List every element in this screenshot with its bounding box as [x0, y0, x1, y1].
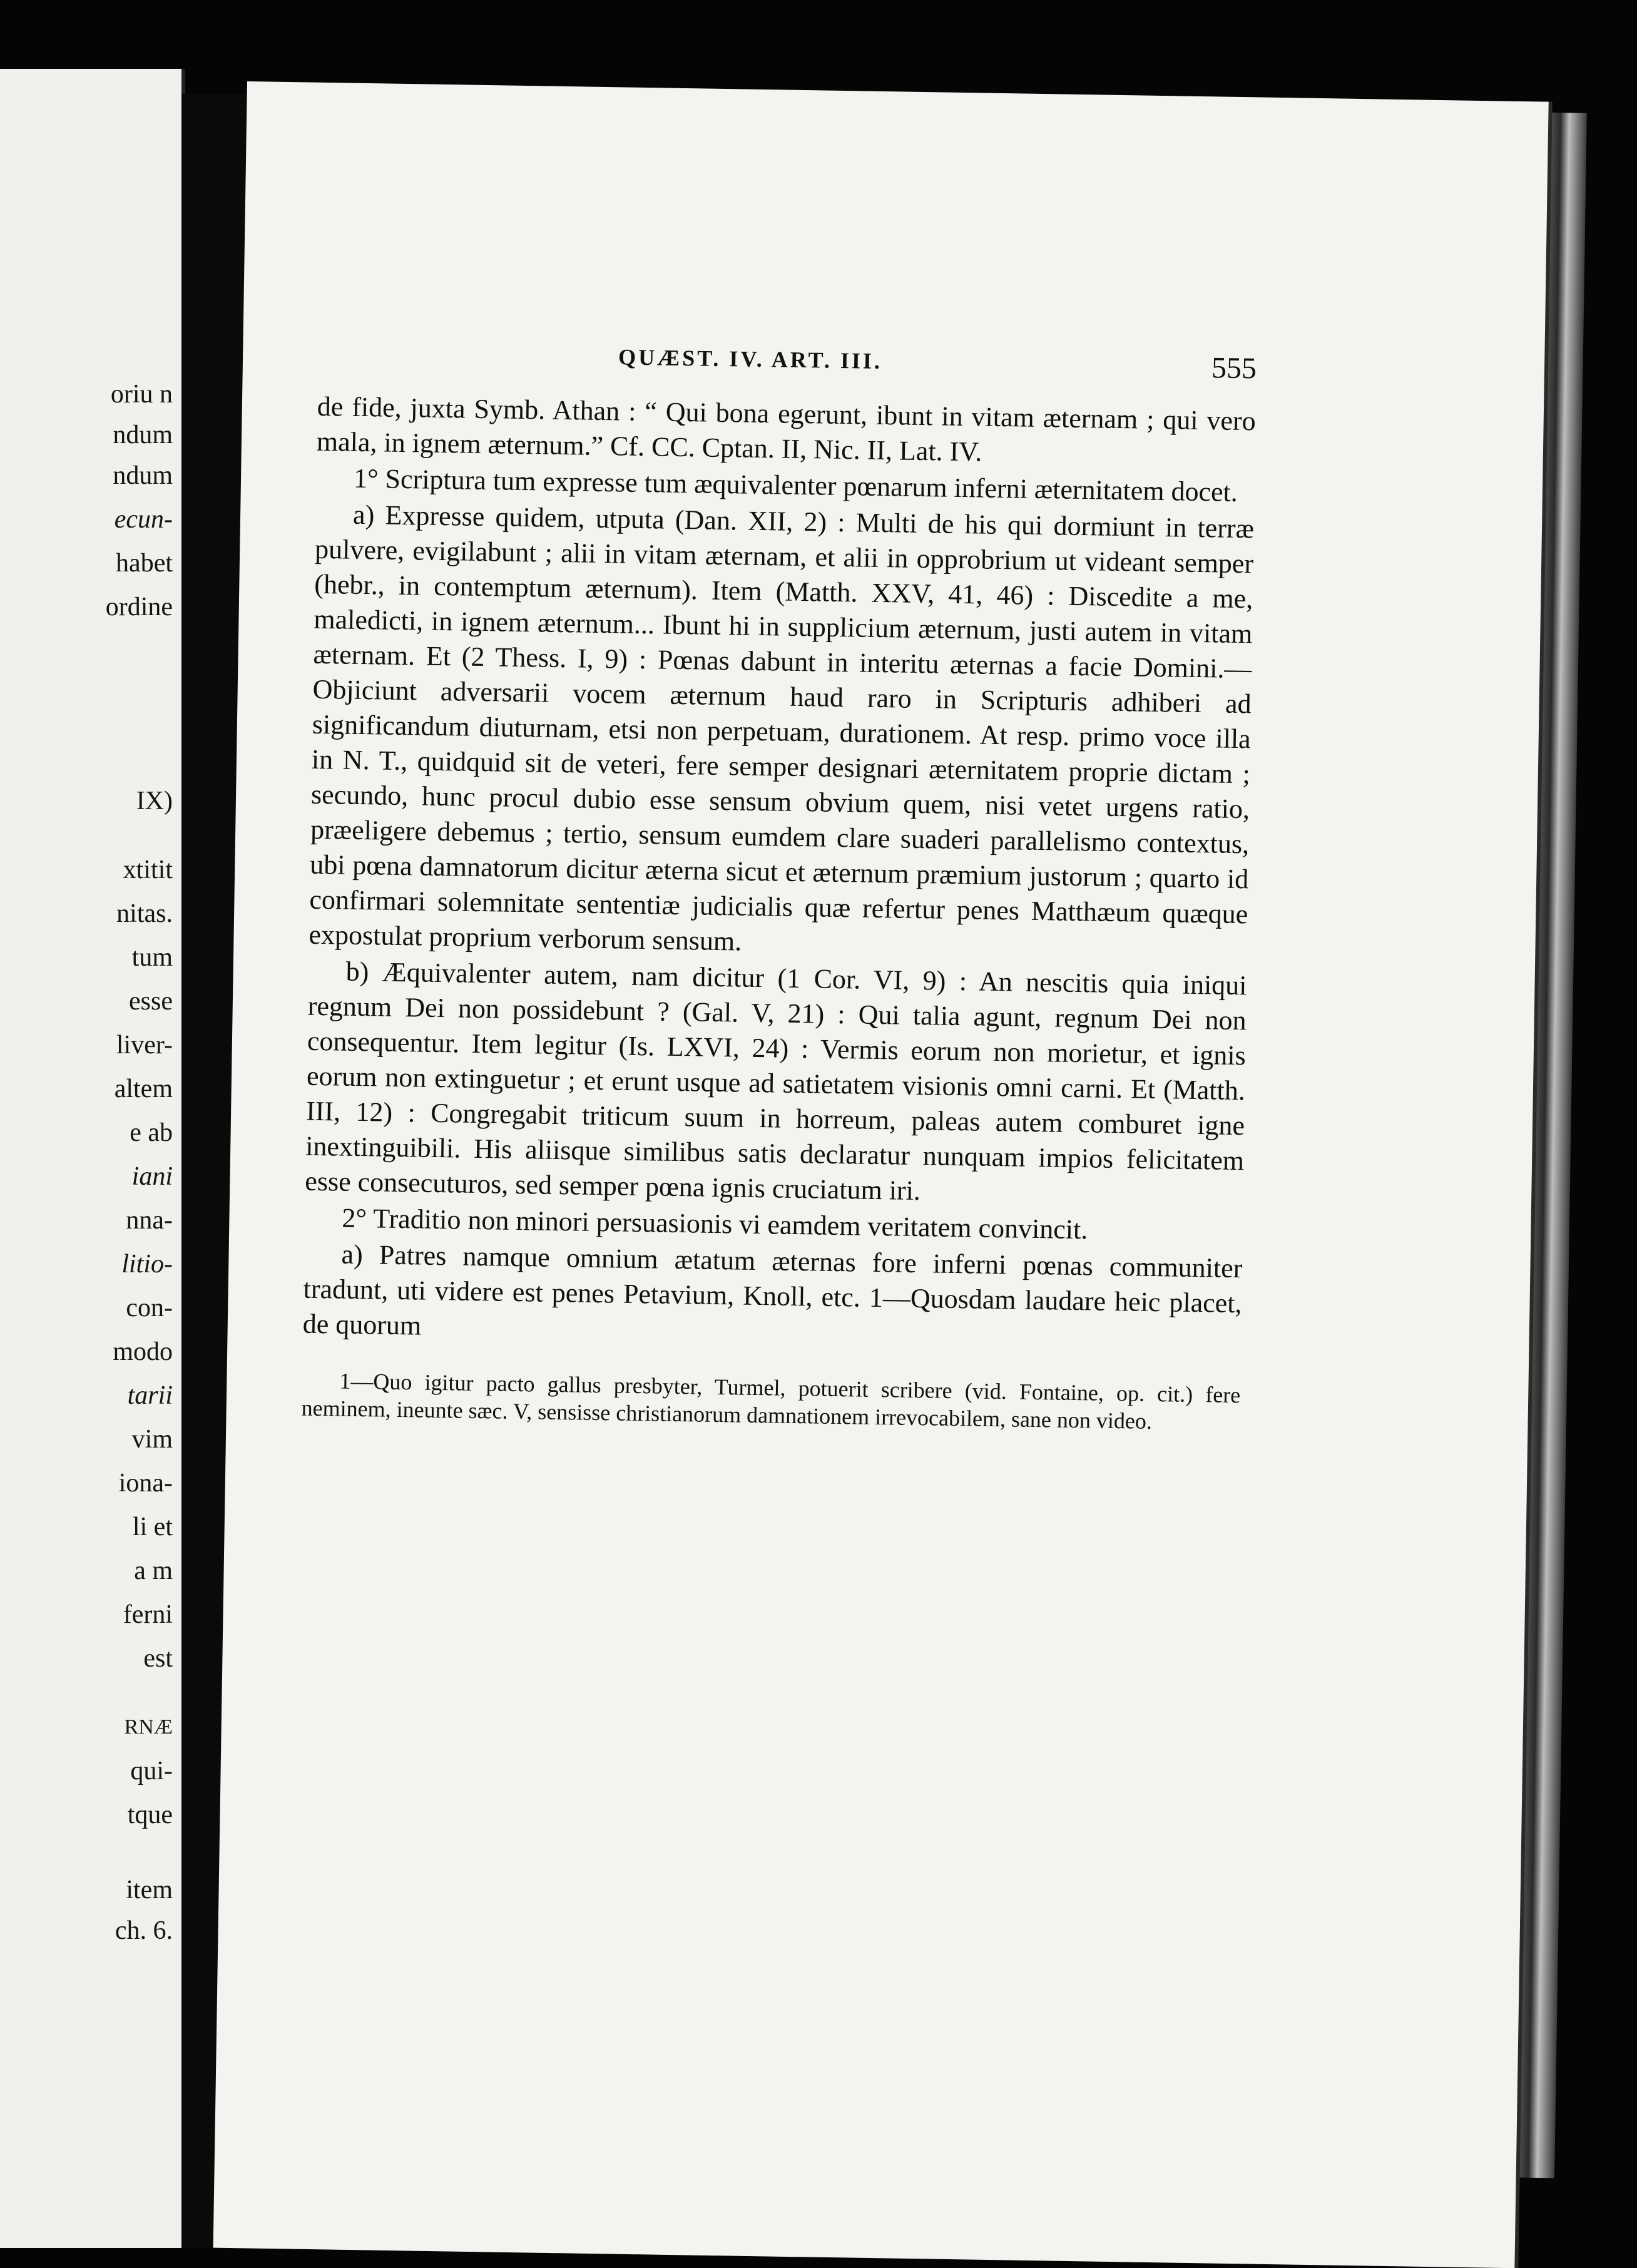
left-fragment: qui-	[130, 1757, 173, 1785]
left-fragment: oriu n	[110, 380, 173, 409]
left-fragment: iani	[131, 1162, 173, 1191]
left-fragment: vim	[131, 1425, 173, 1454]
left-fragment: ordine	[105, 593, 173, 621]
left-fragment: ch. 6.	[115, 1916, 173, 1945]
paragraph-patres: a) Patres namque omnium ætatum æternas fore inferni pœnas communiter tradunt, uti videre est penes Petavium, Knoll, etc. 1—Quosdam laudare heic placet, de quorum	[302, 1239, 1243, 1341]
left-fragment: modo	[113, 1337, 173, 1366]
left-fragment: ecun-	[114, 505, 173, 534]
left-fragment: con-	[126, 1294, 173, 1322]
page-content	[301, 339, 1257, 1436]
left-fragment: IX)	[136, 787, 173, 815]
footnote-text: 1—Quo igitur pacto gallus presbyter, Turmel, potuerit scribere (vid. Fontaine, op. cit.) fere neminem, ineunte sæc. V, sensisse christianorum damnationem irrevocabilem, sane non video.	[301, 1368, 1241, 1434]
left-fragment: ndum	[113, 461, 173, 490]
paragraph-scriptura: 1° Scriptura tum expresse tum æquivalenter pœnarum inferni æternitatem docet.	[353, 462, 1238, 508]
paragraph-expresse: a) Expresse quidem, utputa (Dan. XII, 2) : Multi de his qui dormiunt in terræ pulvere, evigilabunt ; alii in vitam æternam, et alii in opprobrium ut videant semper (hebr., in contemptum æternum). Item (Matth. XXV, 41, 46) : Discedite a me, maledicti, in ignem æternum... Ibunt hi in supplicium æternum, justi autem in vitam æternam. Et (2 Thess. I, 9) : Pœnas dabunt in interitu æternas a facie Domini.—Objiciunt adversarii vocem æternum haud raro in Scripturis adhiberi ad significandum diuturnam, etsi non perpetuam, durationem. At resp. primo voce illa in N. T., quidquid sit de veteri, fere semper designari æternitatem proprie dictam ; secundo, hunc procul dubio esse sensum obvium quem, nisi vetet urgens ratio, præeligere debemus ; tertio, sensum eumdem clare suaderi parallelismo contextus, ubi pœna damnatorum dicitur æterna sicut et æternum præmium justorum ; quarto id confirmari solemnitate sententiæ judicialis quæ refertur penes Matthæum quæque expostulat proprium verborum sensum.	[309, 499, 1255, 957]
left-fragment: tum	[131, 943, 173, 972]
left-fragment: xtitit	[123, 856, 173, 884]
left-fragment: iona-	[118, 1469, 173, 1498]
left-fragment: nitas.	[116, 899, 173, 928]
footnote	[301, 1367, 1240, 1437]
left-fragment: habet	[116, 549, 173, 578]
paragraph-intro: de fide, juxta Symb. Athan : “ Qui bona egerunt, ibunt in vitam æternam ; qui vero mala, in ignem æternum.” Cf. CC. Cptan. II, Nic. II, Lat. IV.	[316, 391, 1257, 467]
left-fragment: tque	[127, 1801, 173, 1829]
running-head-title: QUÆST. IV. ART. III.	[618, 344, 883, 374]
paragraph-aequivalenter: b) Æquivalenter autem, nam dicitur (1 Cor. VI, 9) : An nescitis quia iniqui regnum Dei non possidebunt ? (Gal. V, 21) : Qui talia agunt, regnum Dei non consequentur. Item legitur (Is. LXVI, 24) : Vermis eorum non morietur, et ignis eorum non extinguetur ; et erunt usque ad satietatem visionis omni carni. Et (Matth. III, 12) : Congregabit triticum suum in horreum, paleas autem comburet igne inextinguibili. His aliisque similibus satis declaratur nunquam impios felicitatem esse consecuturos, sed semper pœna ignis cruciatum iri.	[305, 956, 1247, 1207]
left-fragment: tarii	[127, 1381, 173, 1410]
left-fragment: litio-	[121, 1250, 173, 1279]
left-fragment: est	[143, 1644, 173, 1673]
left-fragment: nna-	[126, 1206, 173, 1235]
main-page	[213, 81, 1549, 2268]
left-fragment: ferni	[123, 1600, 173, 1629]
left-fragment: e ab	[130, 1118, 173, 1147]
page-number: 555	[1211, 351, 1257, 386]
left-fragment: ndum	[113, 421, 173, 449]
left-fragment: item	[126, 1876, 173, 1904]
left-fragment: a m	[134, 1556, 173, 1585]
left-fragment: esse	[129, 987, 173, 1016]
left-facing-page	[0, 69, 185, 2248]
left-fragment: RNÆ	[124, 1715, 173, 1739]
left-fragment: li et	[132, 1513, 173, 1541]
left-fragment: liver-	[116, 1031, 173, 1060]
paragraph-traditio: 2° Traditio non minori persuasionis vi eamdem veritatem convincit.	[342, 1202, 1088, 1245]
left-fragment: altem	[114, 1075, 173, 1103]
